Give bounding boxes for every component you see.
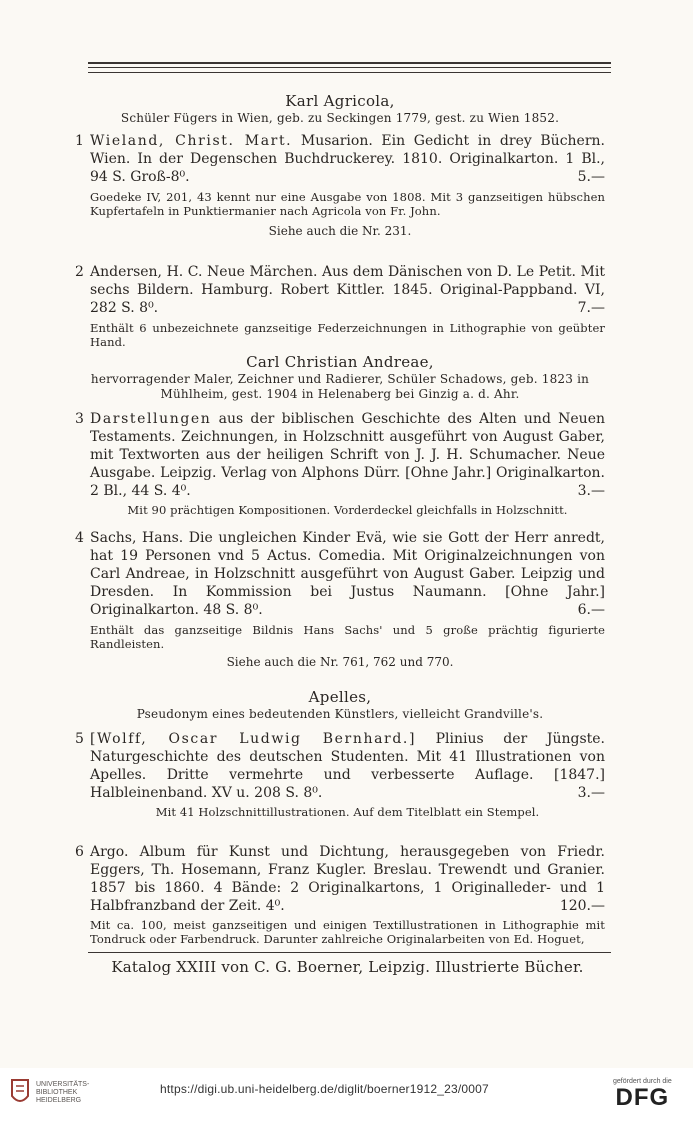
dfg-logo[interactable]: [613, 1078, 672, 1111]
entry-lead: Darstellungen: [90, 411, 212, 427]
catalog-entry: [75, 843, 605, 915]
dfg-wordmark: DFG: [615, 1084, 670, 1111]
cross-reference: Siehe auch die Nr. 761, 762 und 770.: [226, 655, 454, 669]
entry-note: Enthält 6 unbezeichnete ganzseitige Federzeichnungen in Lithographie von geübter Hand.: [90, 321, 605, 349]
entry-text: Musarion. Ein Gedicht in drey Büchern. Wien. In der Degenschen Buchdruckerey. 1810. Originalkarton. 1 Bl., 94 S. Groß-8⁰.: [90, 133, 605, 185]
entry-lead: [Wolff, Oscar Ludwig Bernhard.]: [90, 731, 417, 747]
entry-number: 4: [75, 530, 84, 546]
author-description: hervorragender Maler, Zeichner und Radierer, Schüler Schadows, geb. 1823 in Mühlheim, gest. 1904 in Helenaberg bei Ginzig a. d. Ahr.: [90, 372, 590, 401]
author-heading: Apelles,: [308, 688, 372, 706]
library-seal-icon: [8, 1078, 32, 1108]
entry-text: aus der biblischen Geschichte des Alten und Neuen Testaments. Zeichnungen, in Holzschnitt ausgeführt von August Gaber, mit Textworten aus der heiligen Schrift von J. J. H. Schumacher. Neue Ausgabe. Leipzig. Verlag von Alphons Dürr. [Ohne Jahr.] Originalkarton. 2 Bl., 44 S. 4⁰.: [90, 411, 605, 499]
author-description: Pseudonym eines bedeutenden Künstlers, vielleicht Grandville's.: [136, 707, 544, 721]
entry-note: Mit 41 Holzschnittillustrationen. Auf dem Titelblatt ein Stempel.: [155, 805, 540, 819]
author-heading: Carl Christian Andreae,: [246, 353, 434, 371]
catalog-footer: Katalog XXIII von C. G. Boerner, Leipzig. Illustrierte Bücher.: [111, 958, 584, 976]
top-rule-thin: [88, 67, 611, 68]
entry-number: 3: [75, 411, 84, 427]
entry-price: 7.—: [577, 300, 605, 316]
entry-text: Die ungleichen Kinder Evä, wie sie Gott der Herr anredt, hat 19 Personen vnd 5 Actus. Comedia. Mit Originalzeichnungen von Carl Andreae, in Holzschnitt ausgeführt von August Gaber. Leipzig und Dresden. In Kommission bei Justus Naumann. [Ohne Jahr.] Originalkarton. 48 S. 8⁰.: [90, 530, 605, 618]
entry-price: 3.—: [577, 483, 605, 499]
entry-price: 6.—: [577, 602, 605, 618]
entry-number: 1: [75, 133, 84, 149]
entry-text: Album für Kunst und Dichtung, herausgegeben von Friedr. Eggers, Th. Hosemann, Franz Kugler. Breslau. Trewendt und Granier. 1857 bis 1860. 4 Bände: 2 Originalkartons, 1 Originalleder- und 1 Halbfranzband der Zeit. 4⁰.: [90, 844, 605, 914]
catalog-entry: [75, 132, 605, 186]
entry-text: Plinius der Jüngste. Naturgeschichte des deutschen Studenten. Mit 41 Illustrationen von Apelles. Dritte vermehrte und verbesserte Auflage. [1847.] Halbleinenband. XV u. 208 S. 8⁰.: [90, 731, 606, 801]
footer-rule: [88, 952, 611, 953]
catalog-entry: [75, 410, 605, 500]
catalog-entry: [75, 263, 605, 317]
catalog-content: [75, 92, 605, 946]
entry-price: 120.—: [559, 898, 605, 914]
top-rule-thin-2: [88, 72, 611, 73]
entry-lead: Andersen, H. C.: [90, 264, 203, 280]
entry-price: 3.—: [577, 785, 605, 801]
cross-reference: Siehe auch die Nr. 231.: [268, 224, 412, 238]
library-logo[interactable]: [8, 1078, 89, 1108]
document-url[interactable]: https://digi.ub.uni-heidelberg.de/diglit/boerner1912_23/0007: [160, 1082, 489, 1096]
author-heading: Karl Agricola,: [285, 92, 395, 110]
entry-number: 6: [75, 844, 84, 860]
author-description: Schüler Fügers in Wien, geb. zu Seckingen 1779, gest. zu Wien 1852.: [120, 111, 560, 125]
entry-note: Goedeke IV, 201, 43 kennt nur eine Ausgabe von 1808. Mit 3 ganzseitigen hübschen Kupfertafeln in Punktiermanier nach Agricola von Fr. John.: [90, 190, 605, 218]
library-name: UNIVERSITÄTS- BIBLIOTHEK HEIDELBERG: [36, 1081, 90, 1104]
entry-lead: Argo.: [90, 844, 129, 860]
entry-number: 5: [75, 731, 84, 747]
entry-note: Mit 90 prächtigen Kompositionen. Vorderdeckel gleichfalls in Holzschnitt.: [127, 503, 568, 517]
entry-lead: Wieland, Christ. Mart.: [90, 133, 293, 149]
entry-price: 5.—: [577, 169, 605, 185]
funded-by-label: gefördert durch die: [613, 1078, 672, 1085]
entry-note: Mit ca. 100, meist ganzseitigen und einigen Textillustrationen in Lithographie mit Tondruck oder Farbendruck. Darunter zahlreiche Originalarbeiten von Ed. Hoguet,: [90, 918, 605, 946]
catalog-entry: [75, 730, 605, 802]
entry-number: 2: [75, 264, 84, 280]
top-rule: [88, 62, 611, 64]
entry-note: Enthält das ganzseitige Bildnis Hans Sachs' und 5 große prächtig figurierte Randleisten.: [90, 623, 605, 651]
entry-lead: Sachs, Hans.: [90, 530, 184, 546]
catalog-entry: [75, 529, 605, 619]
entry-text: Neue Märchen. Aus dem Dänischen von D. Le Petit. Mit sechs Bildern. Hamburg. Robert Kittler. 1845. Original-Pappband. VI, 282 S. 8⁰.: [90, 264, 605, 316]
